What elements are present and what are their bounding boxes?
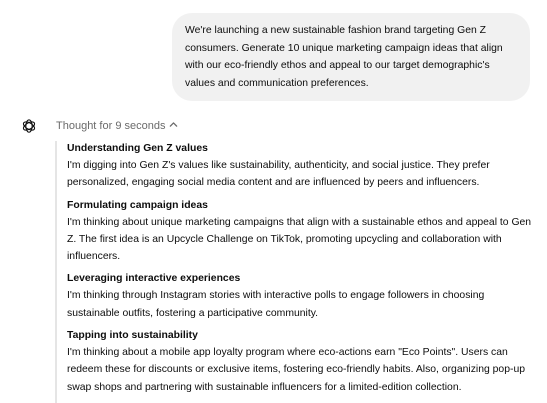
thought-section-title: Tapping into sustainability: [67, 330, 198, 342]
thought-section-title: Formulating campaign ideas: [67, 199, 208, 211]
thought-section: [67, 198, 535, 266]
thought-section-text: I'm thinking about unique marketing campaigns that align with a sustainable ethos and appeal to Gen Z. The first idea is an Upcycle Challenge on TikTok, promoting upcycling and collaboration with influencers.: [67, 216, 532, 263]
openai-logo-icon: [20, 117, 38, 135]
thought-content: [55, 141, 535, 403]
thought-section-text: I'm digging into Gen Z's values like sustainability, authenticity, and social justice. They prefer personalized, engaging social media content and are influenced by peers and influencers.: [67, 160, 490, 189]
thought-section: [67, 328, 535, 396]
thought-section-text: I'm thinking about a mobile app loyalty program where eco-actions earn "Eco Points". Users can redeem these for discounts or exclusive items, fostering eco-friendly habits. Also, organizing pop-up swap shops and partnering with sustainable influencers for a limited-edition collection.: [67, 347, 525, 393]
user-message-bubble: [172, 13, 530, 101]
thought-section-text: I'm thinking through Instagram stories with interactive polls to engage followers in choosing sustainable outfits, fostering a participative community.: [67, 290, 485, 319]
thought-toggle-button[interactable]: [56, 118, 178, 134]
chevron-up-icon: [169, 118, 178, 134]
user-message-text: We're launching a new sustainable fashion brand targeting Gen Z consumers. Generate 10 unique marketing campaign ideas that align with our eco-friendly ethos and appeal to our target demographic's values and communication preferences.: [185, 25, 503, 89]
thought-section: [67, 141, 535, 192]
thought-section-title: Understanding Gen Z values: [67, 143, 208, 154]
thought-section: [67, 271, 535, 322]
thought-duration-label: Thought for 9 seconds: [56, 120, 166, 132]
thought-section-title: Leveraging interactive experiences: [67, 273, 241, 285]
